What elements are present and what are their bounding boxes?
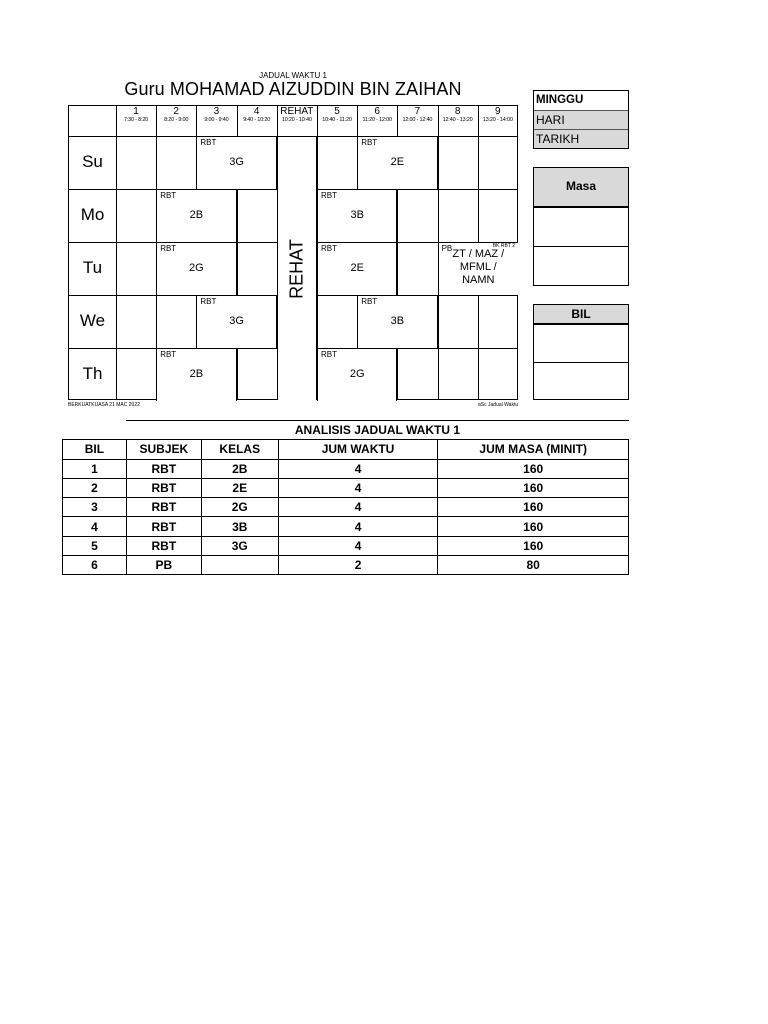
analysis-column-header: JUM WAKTU xyxy=(278,440,438,459)
lesson-class: 3G xyxy=(229,156,244,168)
analysis-cell: 2B xyxy=(201,459,278,478)
analysis-row xyxy=(63,536,629,555)
lesson-class: 2B xyxy=(189,368,204,380)
analysis-cell: RBT xyxy=(126,478,201,497)
column-divider xyxy=(116,106,117,399)
analysis-blank-cell xyxy=(63,421,127,440)
analysis-cell: 4 xyxy=(63,517,127,536)
analysis-row xyxy=(63,498,629,517)
timetable-title: Guru MOHAMAD AIZUDDIN BIN ZAIHAN xyxy=(124,79,462,99)
masa-cell-2 xyxy=(534,246,628,285)
period-time: 8:20 - 9:00 xyxy=(164,117,189,123)
analysis-body xyxy=(63,459,629,575)
analysis-cell: 6 xyxy=(63,556,127,575)
analysis-cell: RBT xyxy=(126,536,201,555)
lesson-subject: RBT xyxy=(200,138,217,147)
analysis-cell: 5 xyxy=(63,536,127,555)
lesson-cell[interactable] xyxy=(317,189,397,242)
bil-box xyxy=(533,304,629,400)
lesson-class: 2G xyxy=(349,368,365,380)
analysis-cell: 3B xyxy=(201,517,278,536)
period-time: 13:20 - 14:00 xyxy=(482,117,513,123)
minggu-box xyxy=(533,90,629,149)
day-label: Th xyxy=(82,364,103,383)
pb-cell[interactable] xyxy=(438,242,518,295)
analysis-cell xyxy=(201,556,278,575)
tarikh-label: TARIKH xyxy=(534,129,628,148)
hari-label: HARI xyxy=(534,110,628,129)
day-label: Tu xyxy=(82,258,103,277)
period-time: 10:20 - 10:40 xyxy=(281,117,312,123)
period-number: 8 xyxy=(454,106,461,117)
lesson-subject: RBT xyxy=(361,297,378,306)
analysis-cell: 4 xyxy=(278,536,438,555)
analysis-cell: 3 xyxy=(63,498,127,517)
analysis-column-header: BIL xyxy=(63,440,127,459)
analysis-row xyxy=(63,478,629,497)
analysis-header-row xyxy=(63,440,629,459)
lesson-class: 2E xyxy=(350,262,364,274)
lesson-class: 2B xyxy=(189,209,204,221)
period-time: 12:40 - 13:20 xyxy=(442,117,473,123)
period-number: 9 xyxy=(495,106,501,117)
lesson-class: 2G xyxy=(189,262,204,274)
bil-cell-1 xyxy=(534,324,628,362)
analysis-cell: 4 xyxy=(278,459,438,478)
lesson-cell[interactable] xyxy=(156,348,236,401)
lesson-cell[interactable] xyxy=(357,295,437,348)
analysis-cell: 2E xyxy=(201,478,278,497)
pb-tag: PB xyxy=(441,244,453,253)
lesson-cell[interactable] xyxy=(357,136,437,189)
analysis-cell: RBT xyxy=(126,517,201,536)
lesson-subject: RBT xyxy=(160,244,177,253)
rehat-label: REHAT xyxy=(286,238,307,299)
analysis-cell: 1 xyxy=(63,459,127,478)
analysis-cell: 4 xyxy=(278,517,438,536)
analysis-cell: 3G xyxy=(201,536,278,555)
day-label: Su xyxy=(82,152,103,171)
analysis-cell: 4 xyxy=(278,478,438,497)
lesson-cell[interactable] xyxy=(317,348,397,401)
analysis-cell: 160 xyxy=(438,459,629,478)
period-number: 5 xyxy=(334,106,340,117)
analysis-column-header: SUBJEK xyxy=(126,440,201,459)
analysis-title: ANALISIS JADUAL WAKTU 1 xyxy=(126,421,628,440)
analysis-cell: 160 xyxy=(438,498,629,517)
period-number: 4 xyxy=(253,106,260,117)
lesson-subject: RBT xyxy=(361,138,378,147)
minggu-label: MINGGU xyxy=(536,94,584,106)
lesson-cell[interactable] xyxy=(156,242,236,295)
timetable-subtitle: JADUAL WAKTU 1 xyxy=(259,71,327,80)
analysis-cell: 160 xyxy=(438,478,629,497)
period-number: REHAT xyxy=(280,106,314,117)
period-time: 11:20 - 12:00 xyxy=(362,117,392,123)
masa-box xyxy=(533,167,629,286)
analysis-cell: PB xyxy=(126,556,201,575)
bil-header: BIL xyxy=(534,305,628,324)
analysis-cell: 2 xyxy=(278,556,438,575)
lesson-subject: RBT xyxy=(321,350,337,359)
period-number: 7 xyxy=(414,106,421,117)
day-label: Mo xyxy=(80,205,105,224)
lesson-class: 3B xyxy=(390,315,405,327)
analysis-cell: 4 xyxy=(278,498,438,517)
analysis-cell: 2 xyxy=(63,478,127,497)
lesson-subject: RBT xyxy=(160,350,177,359)
effective-date-note: BERKUATKUASA 21 MAC 2022 xyxy=(68,402,140,408)
day-label: We xyxy=(79,311,106,330)
period-time: 10:40 - 11:20 xyxy=(322,117,352,123)
lesson-subject: RBT xyxy=(160,191,177,200)
lesson-class: 3B xyxy=(350,209,364,221)
analysis-cell: 2G xyxy=(201,498,278,517)
analysis-cell: RBT xyxy=(126,459,201,478)
analysis-column-header: JUM MASA (MINIT) xyxy=(438,440,629,459)
lesson-subject: RBT xyxy=(200,297,217,306)
lesson-class: 2E xyxy=(390,156,405,168)
analysis-cell: 160 xyxy=(438,517,629,536)
bil-cell-2 xyxy=(534,362,628,399)
pb-teachers: ZT / MAZ / MFML / NAMN xyxy=(452,248,505,286)
pb-subtag: BK RBT 2 xyxy=(492,243,515,249)
rehat-column xyxy=(277,137,317,400)
lesson-cell[interactable] xyxy=(317,242,397,295)
lesson-subject: RBT xyxy=(321,244,337,253)
timetable-grid xyxy=(68,105,518,400)
period-time: 9:00 - 9:40 xyxy=(204,117,229,123)
period-number: 3 xyxy=(213,106,220,117)
software-credit: aSc Jadual Waktu xyxy=(478,402,519,408)
lesson-cell[interactable] xyxy=(156,189,236,242)
period-time: 12:00 - 12:40 xyxy=(402,117,433,123)
lesson-cell[interactable] xyxy=(196,136,276,189)
period-time: 7:30 - 8:20 xyxy=(123,117,149,123)
lesson-cell[interactable] xyxy=(196,295,276,348)
analysis-row xyxy=(63,517,629,536)
analysis-table xyxy=(62,420,629,575)
analysis-cell: RBT xyxy=(126,498,201,517)
analysis-column-header: KELAS xyxy=(201,440,278,459)
lesson-subject: RBT xyxy=(321,191,337,200)
analysis-cell: 160 xyxy=(438,536,629,555)
period-number: 1 xyxy=(133,106,139,117)
masa-cell-1 xyxy=(534,207,628,246)
analysis-row xyxy=(63,459,629,478)
masa-header: Masa xyxy=(534,168,628,207)
period-number: 2 xyxy=(173,106,179,117)
analysis-cell: 80 xyxy=(438,556,629,575)
analysis-row xyxy=(63,556,629,575)
period-time: 9:40 - 10:20 xyxy=(243,117,271,123)
lesson-class: 3G xyxy=(229,315,244,327)
period-number: 6 xyxy=(374,106,380,117)
